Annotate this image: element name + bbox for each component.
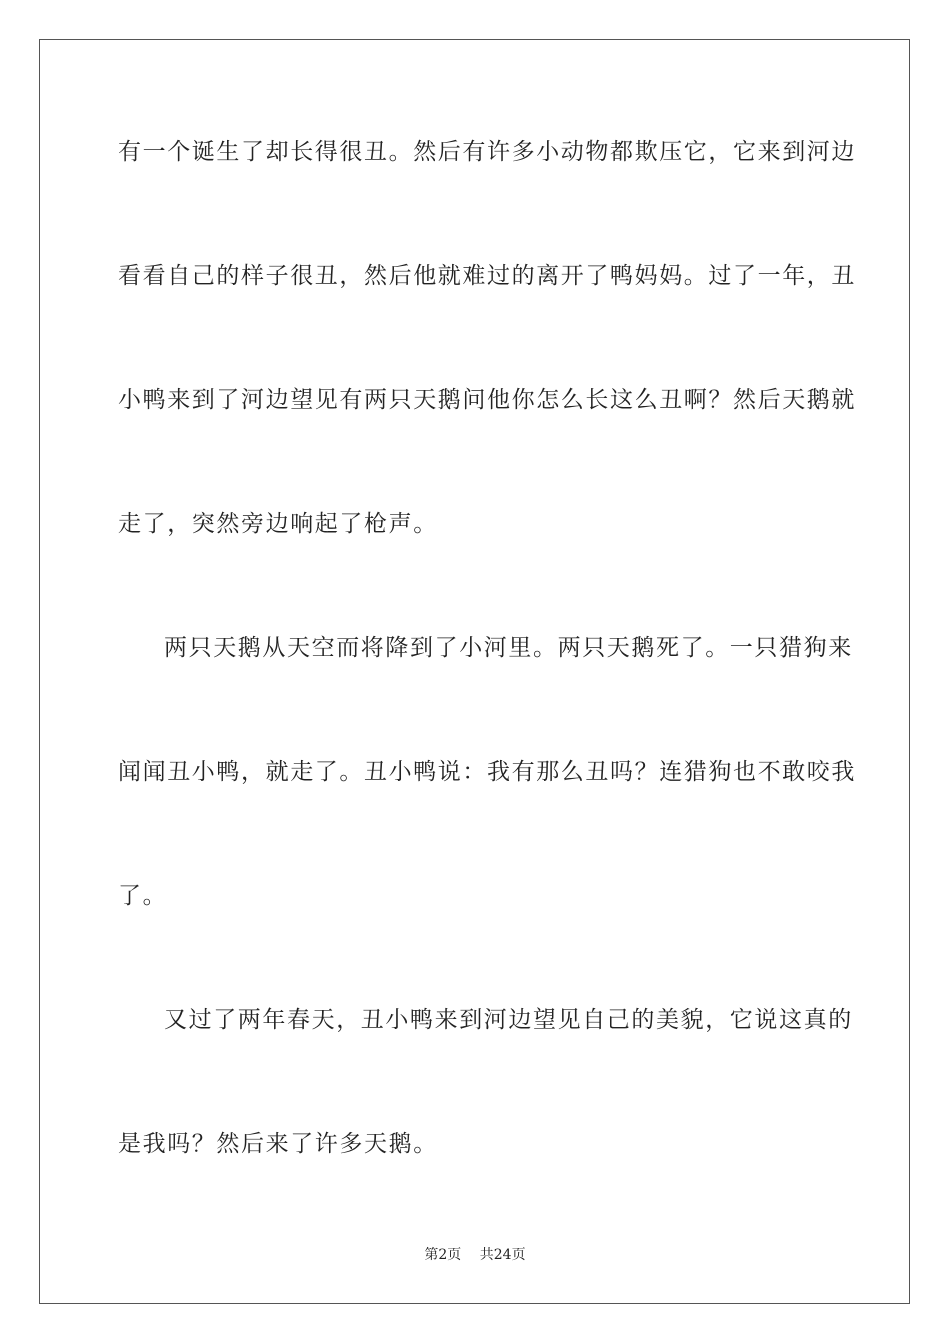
text-line-3: 小鸭来到了河边望见有两只天鹅问他你怎么长这么丑啊？然后天鹅就 bbox=[118, 387, 856, 413]
page-number: 第2页 bbox=[424, 1247, 462, 1263]
page-border bbox=[39, 39, 910, 1304]
text-line-1: 有一个诞生了却长得很丑。然后有许多小动物都欺压它，它来到河边 bbox=[118, 139, 856, 165]
text-line-2: 看看自己的样子很丑，然后他就难过的离开了鸭妈妈。过了一年，丑 bbox=[118, 263, 856, 289]
page-footer bbox=[0, 1246, 950, 1264]
text-line-6: 闻闻丑小鸭，就走了。丑小鸭说：我有那么丑吗？连猎狗也不敢咬我 bbox=[118, 759, 856, 785]
text-line-5: 两只天鹅从天空而将降到了小河里。两只天鹅死了。一只猎狗来 bbox=[164, 635, 853, 661]
text-line-7: 了。 bbox=[118, 883, 168, 909]
text-line-8: 又过了两年春天，丑小鸭来到河边望见自己的美貌，它说这真的 bbox=[164, 1007, 853, 1033]
text-line-9: 是我吗？然后来了许多天鹅。 bbox=[118, 1131, 438, 1157]
text-line-4: 走了，突然旁边响起了枪声。 bbox=[118, 511, 438, 537]
page-total: 共24页 bbox=[479, 1247, 526, 1263]
